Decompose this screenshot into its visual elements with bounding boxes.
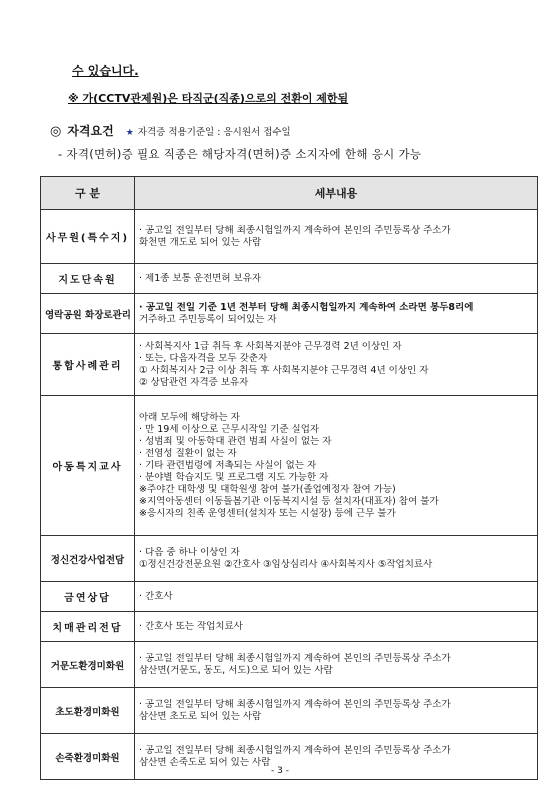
table-row	[41, 688, 538, 734]
row-details	[135, 582, 538, 612]
section-title: 자격요건	[67, 124, 114, 138]
row-category: 지도단속원	[41, 264, 135, 294]
row-details	[135, 396, 538, 536]
row-details	[135, 210, 538, 264]
detail-line: 삼산면 초도로 되어 있는 사람	[139, 710, 262, 722]
row-category: 손죽환경미화원	[41, 734, 135, 780]
table-row	[41, 264, 538, 294]
row-category: 정신건강사업전담	[41, 536, 135, 582]
detail-line: · 분야별 학습지도 및 프로그램 지도 가능한 자	[139, 471, 329, 483]
header-category: 구 분	[41, 177, 135, 210]
row-category: 통합사례관리	[41, 334, 135, 396]
detail-line: 삼산면 손죽도로 되어 있는 사람	[139, 756, 271, 768]
detail-line: · 공고일 전일부터 당해 최종시험일까지 계속하여 본인의 주민등록상 주소가	[139, 698, 451, 710]
row-category: 치매관리전담	[41, 612, 135, 642]
detail-line: 화천면 개도로 되어 있는 사람	[139, 236, 262, 248]
detail-line: ② 상담관련 자격증 보유자	[139, 376, 249, 388]
detail-line: · 전염성 질환이 없는 자	[139, 447, 237, 459]
detail-line: ※지역아동센터 이동돌봄기관 이동복지시설 등 설치자(대표자) 참여 불가	[139, 495, 439, 507]
detail-line: · 간호사	[139, 590, 173, 602]
detail-line: 아래 모두에 해당하는 자	[139, 411, 240, 423]
license-requirement-note: - 자격(면허)증 필요 직종은 해당자격(면허)증 소지자에 한해 응시 가능	[58, 147, 422, 161]
row-category: 거문도환경미화원	[41, 642, 135, 688]
row-category: 아동특지교사	[41, 396, 135, 536]
reference-date-note: 자격증 적용기준일 : 응시원서 접수일	[137, 127, 291, 138]
detail-line: ※주야간 대학생 및 대학원생 참여 불가(졸업예정자 참여 가능)	[139, 483, 396, 495]
table-row	[41, 210, 538, 264]
section-bullet-icon: ◎	[50, 124, 62, 139]
table-row	[41, 582, 538, 612]
detail-line: ①정신건강전문요원 ②간호사 ③임상심리사 ④사회복지사 ⑤작업치료사	[139, 558, 433, 570]
detail-line: · 또는, 다음자격을 모두 갖춘자	[139, 352, 268, 364]
detail-line: 거주하고 주민등록이 되어있는 자	[139, 313, 277, 325]
qualification-table	[40, 176, 538, 780]
detail-line: 삼산면(거문도, 동도, 서도)으로 되어 있는 사람	[139, 664, 333, 676]
row-details	[135, 688, 538, 734]
table-row	[41, 536, 538, 582]
detail-line: · 공고일 전일부터 당해 최종시험일까지 계속하여 본인의 주민등록상 주소가	[139, 224, 451, 236]
cctv-transfer-note: ※ 가(CCTV관제원)은 타직군(직종)으로의 전환이 제한됨	[68, 92, 349, 105]
row-category: 사무원(특수지)	[41, 210, 135, 264]
detail-line: · 공고일 전일 기준 1년 전부터 당해 최종시험일까지 계속하여 소라면 봉두8리에	[139, 301, 474, 313]
table-header-row	[41, 177, 538, 210]
detail-line: · 사회복지사 1급 취득 후 사회복지분야 근무경력 2년 이상인 자	[139, 340, 402, 352]
page-number: - 3 -	[271, 766, 289, 776]
detail-line: · 기타 관련법령에 저촉되는 사실이 없는 자	[139, 459, 317, 471]
detail-line: · 성범죄 및 아동학대 관련 범죄 사실이 없는 자	[139, 435, 332, 447]
row-category: 금연상담	[41, 582, 135, 612]
table-row	[41, 334, 538, 396]
table-row	[41, 612, 538, 642]
detail-line: · 간호사 또는 작업치료사	[139, 620, 243, 632]
detail-line: · 공고일 전일부터 당해 최종시험일까지 계속하여 본인의 주민등록상 주소가	[139, 744, 451, 756]
row-details	[135, 264, 538, 294]
detail-line: · 제1종 보통 운전면허 보유자	[139, 272, 262, 284]
table-row	[41, 294, 538, 334]
row-details	[135, 536, 538, 582]
row-details	[135, 334, 538, 396]
row-category: 영락공원 화장로관리	[41, 294, 135, 334]
star-icon: ★	[125, 128, 134, 138]
detail-line: · 공고일 전일부터 당해 최종시험일까지 계속하여 본인의 주민등록상 주소가	[139, 652, 451, 664]
detail-line: ① 사회복지사 2급 이상 취득 후 사회복지분야 근무경력 4년 이상인 자	[139, 364, 429, 376]
intro-line-1: 수 있습니다.	[72, 64, 139, 78]
table-row	[41, 396, 538, 536]
table-row	[41, 642, 538, 688]
row-category: 초도환경미화원	[41, 688, 135, 734]
detail-line: · 다음 중 하나 이상인 자	[139, 546, 240, 558]
row-details	[135, 642, 538, 688]
qualification-section-header	[50, 122, 291, 139]
row-details	[135, 612, 538, 642]
detail-line: · 만 19세 이상으로 근무시작일 기준 실업자	[139, 423, 320, 435]
header-details: 세부내용	[135, 177, 538, 210]
detail-line: ※응시자의 친족 운영센터(설치자 또는 시설장) 등에 근무 불가	[139, 507, 396, 519]
row-details	[135, 294, 538, 334]
